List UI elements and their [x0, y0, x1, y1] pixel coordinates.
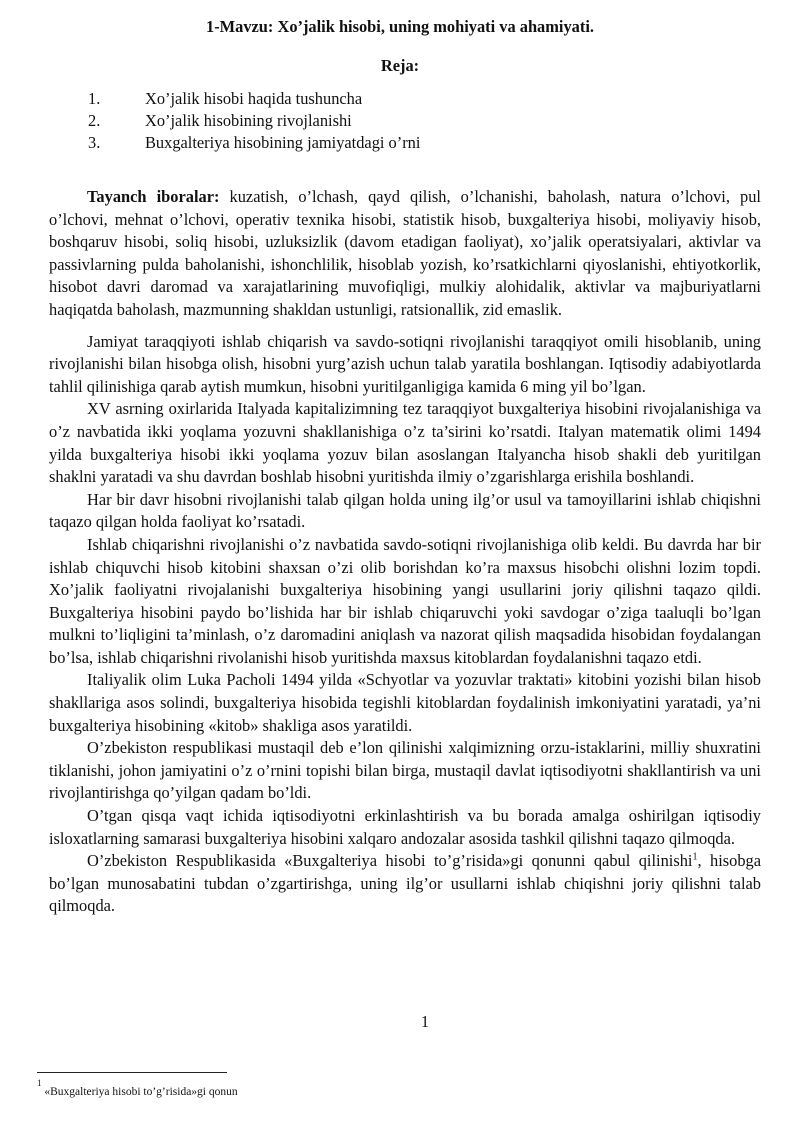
body-paragraph: O’zbekiston respublikasi mustaqil deb e’lon qilinishi xalqimizning orzu-istaklarini, milliy shuxratini tiklanishi, johon jamiyatini o’z o’rnini topishi bilan birga, mustaqil davlat iqtisodiyotni shakllantirish va uni rivojlantirishga qo’yilgan qadam bo’ldi.	[49, 738, 761, 803]
keywords-label: Tayanch iboralar:	[87, 187, 220, 206]
plan-item-text: Xo’jalik hisobi haqida tushuncha	[145, 89, 363, 108]
body-paragraph: Har bir davr hisobni rivojlanishi talab qilgan holda uning ilg’or usul va tamoyillarini ishlab chiqishni taqazo qilgan holda faoliyat ko’rsatadi.	[49, 489, 761, 532]
last-paragraph-start: O’zbekiston Respublikasida «Buxgalteriya hisobi to’g’risida»gi qonunni qabul qilinishi	[87, 851, 693, 871]
body-paragraph: XV asrning oxirlarida Italyada kapitalizimning tez taraqqiyot buxgalteriya hisobini rivojalanishiga va o’z navbatida ikki yoqlama yozuvni shakllanishiga o’z ta’sirini ko’rsatdi. Italyan matematik olimi 1494 yilda buxgalteriya hisobi ikki yoqlama yozuv bilan asoslangan Italyancha hisob shakli deb yuritilgan shaklni yaratadi va shu davrdan boshlab hisobni yuritishda ilmiy o’zgarishlarga erishila boshlandi.	[49, 399, 761, 487]
page-number: 1	[420, 1012, 430, 1031]
footnote	[37, 1078, 238, 1100]
plan-item-number: 3.	[88, 133, 101, 152]
footnote-reference[interactable]: 1	[692, 851, 698, 863]
body-paragraph: Jamiyat taraqqiyoti ishlab chiqarish va savdo-sotiqni rivojlanishi taraqqiyot omili hisoblanib, uning rivojlanishi bilan hisobga olish, hisobni yurg’azish uchun talab yaratila boshlangan. Iqtisodiy adabiyotlarda tahlil qilinishiga qarab aytish mumkun, hisobni yuritilganligiga kamida 6 ming yil bo’lgan.	[49, 331, 761, 396]
document-body	[49, 186, 761, 918]
footnote-marker: 1	[37, 1078, 42, 1089]
plan-item	[88, 88, 768, 110]
footnote-divider	[37, 1072, 227, 1073]
body-paragraph	[49, 850, 761, 918]
plan-item	[88, 110, 768, 132]
body-paragraph: Italiyalik olim Luka Pacholi 1494 yilda «Schyotlar va yozuvlar traktati» kitobini yozishi bilan hisob shakllariga asos solindi, buxgalteriya hisobida tegishli kitoblardan foydalinish imkoniyatini yaratadi, ya’ni buxgalteriya hisobining «kitob» shakliga asos yaratildi.	[49, 670, 761, 735]
plan-item-number: 1.	[88, 89, 101, 108]
plan-item	[88, 132, 768, 154]
plan-item-text: Buxgalteriya hisobining jamiyatdagi o’rni	[145, 133, 421, 152]
keywords-text: kuzatish, o’lchash, qayd qilish, o’lchanishi, baholash, natura o’lchovi, pul o’lchovi, mehnat o’lchovi, operativ texnika hisobi, statistik hisob, buxgalteriya hisobi, moliyaviy hisob, boshqaruv hisobi, soliq hisobi, uzluksizlik (davom etadigan faoliyat), xo’jalik operatsiyalari, aktivlar va passivlarning pulda baholanishi, ishonchlilik, hisoblab yozish, ko’rsatkichlarni qiyoslanishi, ehtiyotkorlik, hisobot davri daromad va xarajatlarining muvofiqligi, mulkiy alohidalik, aktivlar va majburiyatlarni haqiqatda baholash, mazmunning shakldan ustunligi, ratsionallik, zid emaslik.	[49, 187, 761, 319]
keywords-paragraph	[49, 186, 761, 322]
footnote-text: «Buxgalteriya hisobi to’g’risida»gi qonun	[41, 1086, 238, 1098]
page-title: 1-Mavzu: Xo’jalik hisobi, uning mohiyati va ahamiyati.	[206, 17, 594, 36]
body-paragraph: Ishlab chiqarishni rivojlanishi o’z navbatida savdo-sotiqni rivojlanishiga olib keldi. Bu davrda har bir ishlab chiquvchi hisob kitobini shaxsan o’zi olib borishdan ko’ra maxsus hisobchi olishni lozim topdi. Xo’jalik faoliyatni rivojalanishi buxgalteriya hisobining yangi usullarini joriy qilishni taqazo qildi. Buxgalteriya hisobini paydo bo’lishida har bir ishlab chiqaruvchi yoki savdogar o’ziga taaluqli bo’lgan mulkni to’liqligini ta’minlash, o’z daromadini aniqlash va nazorat qilish maqsadida hisobidan foydalangan bo’lsa, ishlab chiqarishni rivolanishi hisob yuritishda maxsus kitoblardan foydalanishni taqazo etdi.	[49, 534, 761, 667]
plan-list	[88, 88, 768, 154]
last-paragraph-end: , hisobga bo’lgan munosabatini tubdan o’zgartirishga, uning ilg’or usullarni ishlab chiqishni joriy qilishni talab qilmoqda.	[49, 851, 762, 916]
body-paragraph: O’tgan qisqa vaqt ichida iqtisodiyotni erkinlashtirish va bu borada amalga oshirilgan iqtisodiy isloxatlarning samarasi buxgalteriya hisobini xalqaro andozalar asosida tashkil qilishni taqazo qilmoqda.	[49, 806, 761, 848]
plan-heading: Reja:	[380, 56, 420, 75]
plan-item-text: Xo’jalik hisobining rivojlanishi	[145, 111, 352, 130]
plan-item-number: 2.	[88, 111, 101, 130]
